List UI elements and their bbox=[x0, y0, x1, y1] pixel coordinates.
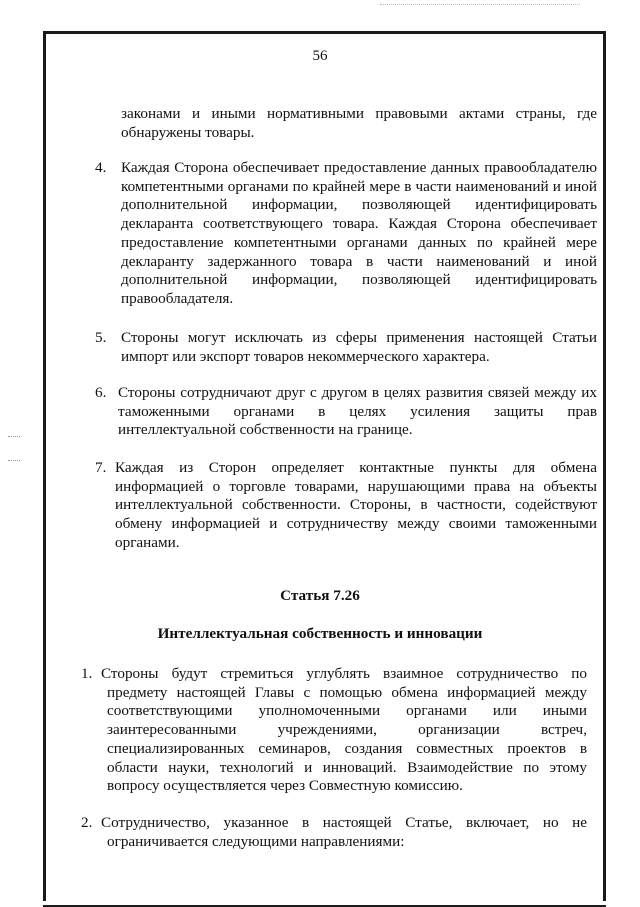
article-title: Интеллектуальная собственность и инновации bbox=[157, 625, 483, 642]
page-number: 56 bbox=[312, 48, 328, 64]
article-heading: Статья 7.26 bbox=[280, 587, 360, 604]
article-paragraph bbox=[81, 665, 587, 796]
list-item-text: Стороны могут исключать из сферы применения настоящей Статьи импорт или экспорт товаров некоммерческого характера. bbox=[121, 329, 597, 365]
list-item-number: 5. bbox=[95, 329, 107, 346]
list-item-number: 4. bbox=[95, 159, 107, 176]
list-item-text: Каждая Сторона обеспечивает предоставление данных правообладателю компетентными органами по крайней мере в части наименований и иной дополнительной информации, позволяющей идентифицировать декларанта соответствующего товара. Каждая Сторона обеспечивает предоставление компетентными органами данных по крайней мере декларанту задержанного товара в части наименований и иной дополнительной информации, позволяющей идентифицировать правообладателя. bbox=[121, 159, 597, 307]
list-item-number: 6. bbox=[95, 384, 107, 401]
continuation-paragraph: законами и иными нормативными правовыми актами страны, где обнаружены товары. bbox=[121, 105, 597, 141]
list-item-number: 7. bbox=[95, 459, 107, 476]
scan-artifact-top bbox=[380, 4, 580, 7]
paragraph-number: 2. bbox=[81, 814, 93, 831]
scan-artifact-left bbox=[8, 460, 20, 461]
list-item-text: Стороны сотрудничают друг с другом в целях развития связей между их таможенными органами в целях усиления защиты прав интеллектуальной собственности на границе. bbox=[118, 384, 597, 439]
paragraph-text: Стороны будут стремиться углублять взаимное сотрудничество по предмету настоящей Главы с помощью обмена информацией между соответствующими уполномоченными органами или иными заинтересованными учреждениями, организации встреч, специализированных семинаров, создания совместных проектов в области науки, технологий и инноваций. Взаимодействие по этому вопросу осуществляется через Совместную комиссию. bbox=[101, 665, 587, 795]
scan-artifact-left bbox=[8, 436, 20, 437]
paragraph-text: Сотрудничество, указанное в настоящей Статье, включает, но не ограничивается следующими направлениями: bbox=[101, 814, 587, 850]
continuation-text bbox=[121, 105, 597, 142]
paragraph-number: 1. bbox=[81, 665, 93, 682]
article-paragraph bbox=[81, 814, 587, 851]
list-item-text: Каждая из Сторон определяет контактные пункты для обмена информацией о торговле товарами, нарушающими права на объекты интеллектуальной собственности. Стороны, в частности, содействуют обмену информацией и сотрудничеству между своими таможенными органами. bbox=[115, 459, 597, 551]
